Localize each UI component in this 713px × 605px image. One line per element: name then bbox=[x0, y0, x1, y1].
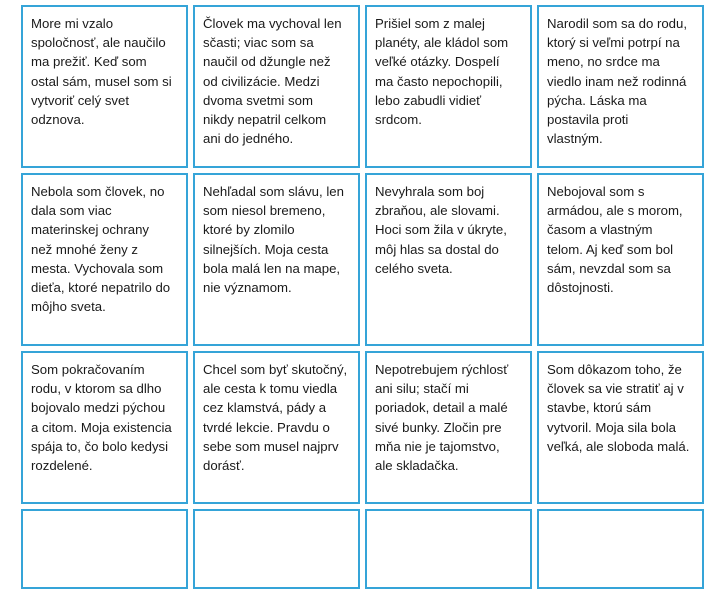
card-text: Som pokračovaním rodu, v ktorom sa dlho bojovalo medzi pýchou a citom. Moja existencia spája to, čo bolo kedysi rozdelené. bbox=[31, 362, 172, 474]
card-r1-c1 bbox=[21, 5, 188, 168]
card-text: More mi vzalo spoločnosť, ale naučilo ma prežiť. Keď som ostal sám, musel som si vytvoriť celý svet odznova. bbox=[31, 16, 172, 128]
card-r3-c3 bbox=[365, 351, 532, 504]
card-r3-c4 bbox=[537, 351, 704, 504]
card-r4-c2 bbox=[193, 509, 360, 589]
card-text: Nebola som človek, no dala som viac materinskej ochrany než mnohé ženy z mesta. Vychovala som dieťa, ktoré nepatrilo do môjho sveta. bbox=[31, 184, 171, 315]
card-text: Nevyhrala som boj zbraňou, ale slovami. Hoci som žila v úkryte, môj hlas sa dostal do celého sveta. bbox=[375, 184, 507, 276]
card-text: Nepotrebujem rýchlosť ani silu; stačí mi poriadok, detail a malé sivé bunky. Zločin pre mňa nie je tajomstvo, ale skladačka. bbox=[375, 362, 509, 474]
card-text: Nebojoval som s armádou, ale s morom, časom a vlastným telom. Aj keď som bol sám, nevzdal som sa dôstojnosti. bbox=[547, 184, 683, 296]
card-r4-c1 bbox=[21, 509, 188, 589]
card-text: Chcel som byť skutočný, ale cesta k tomu viedla cez klamstvá, pády a tvrdé lekcie. Pravdu o sebe som musel najprv dorásť. bbox=[203, 362, 348, 474]
card-r3-c2 bbox=[193, 351, 360, 504]
card-text: Nehľadal som slávu, len som niesol bremeno, ktoré by zlomilo silnejších. Moja cesta bola malá len na mape, nie významom. bbox=[203, 184, 344, 296]
card-r2-c4 bbox=[537, 173, 704, 346]
card-text: Človek ma vychoval len sčasti; viac som sa naučil od džungle než od civilizácie. Medzi dvoma svetmi som nikdy nepatril celkom ani do jedného. bbox=[203, 16, 342, 147]
card-r2-c3 bbox=[365, 173, 532, 346]
card-text: Som dôkazom toho, že človek sa vie stratiť aj v stavbe, ktorú sám vytvoril. Moja sila bola veľká, ale sloboda malá. bbox=[547, 362, 690, 454]
card-text: Prišiel som z malej planéty, ale kládol som veľké otázky. Dospelí ma často nepochopili, lebo zabudli vidieť srdcom. bbox=[375, 16, 509, 128]
card-r1-c2 bbox=[193, 5, 360, 168]
card-r3-c1 bbox=[21, 351, 188, 504]
card-grid bbox=[21, 5, 713, 605]
card-r2-c1 bbox=[21, 173, 188, 346]
card-r4-c3 bbox=[365, 509, 532, 589]
card-text: Narodil som sa do rodu, ktorý si veľmi potrpí na meno, no srdce ma viedlo inam než rodinná pýcha. Láska ma postavila proti vlastným. bbox=[547, 16, 688, 147]
card-r1-c3 bbox=[365, 5, 532, 168]
card-r1-c4 bbox=[537, 5, 704, 168]
card-r4-c4 bbox=[537, 509, 704, 589]
card-r2-c2 bbox=[193, 173, 360, 346]
